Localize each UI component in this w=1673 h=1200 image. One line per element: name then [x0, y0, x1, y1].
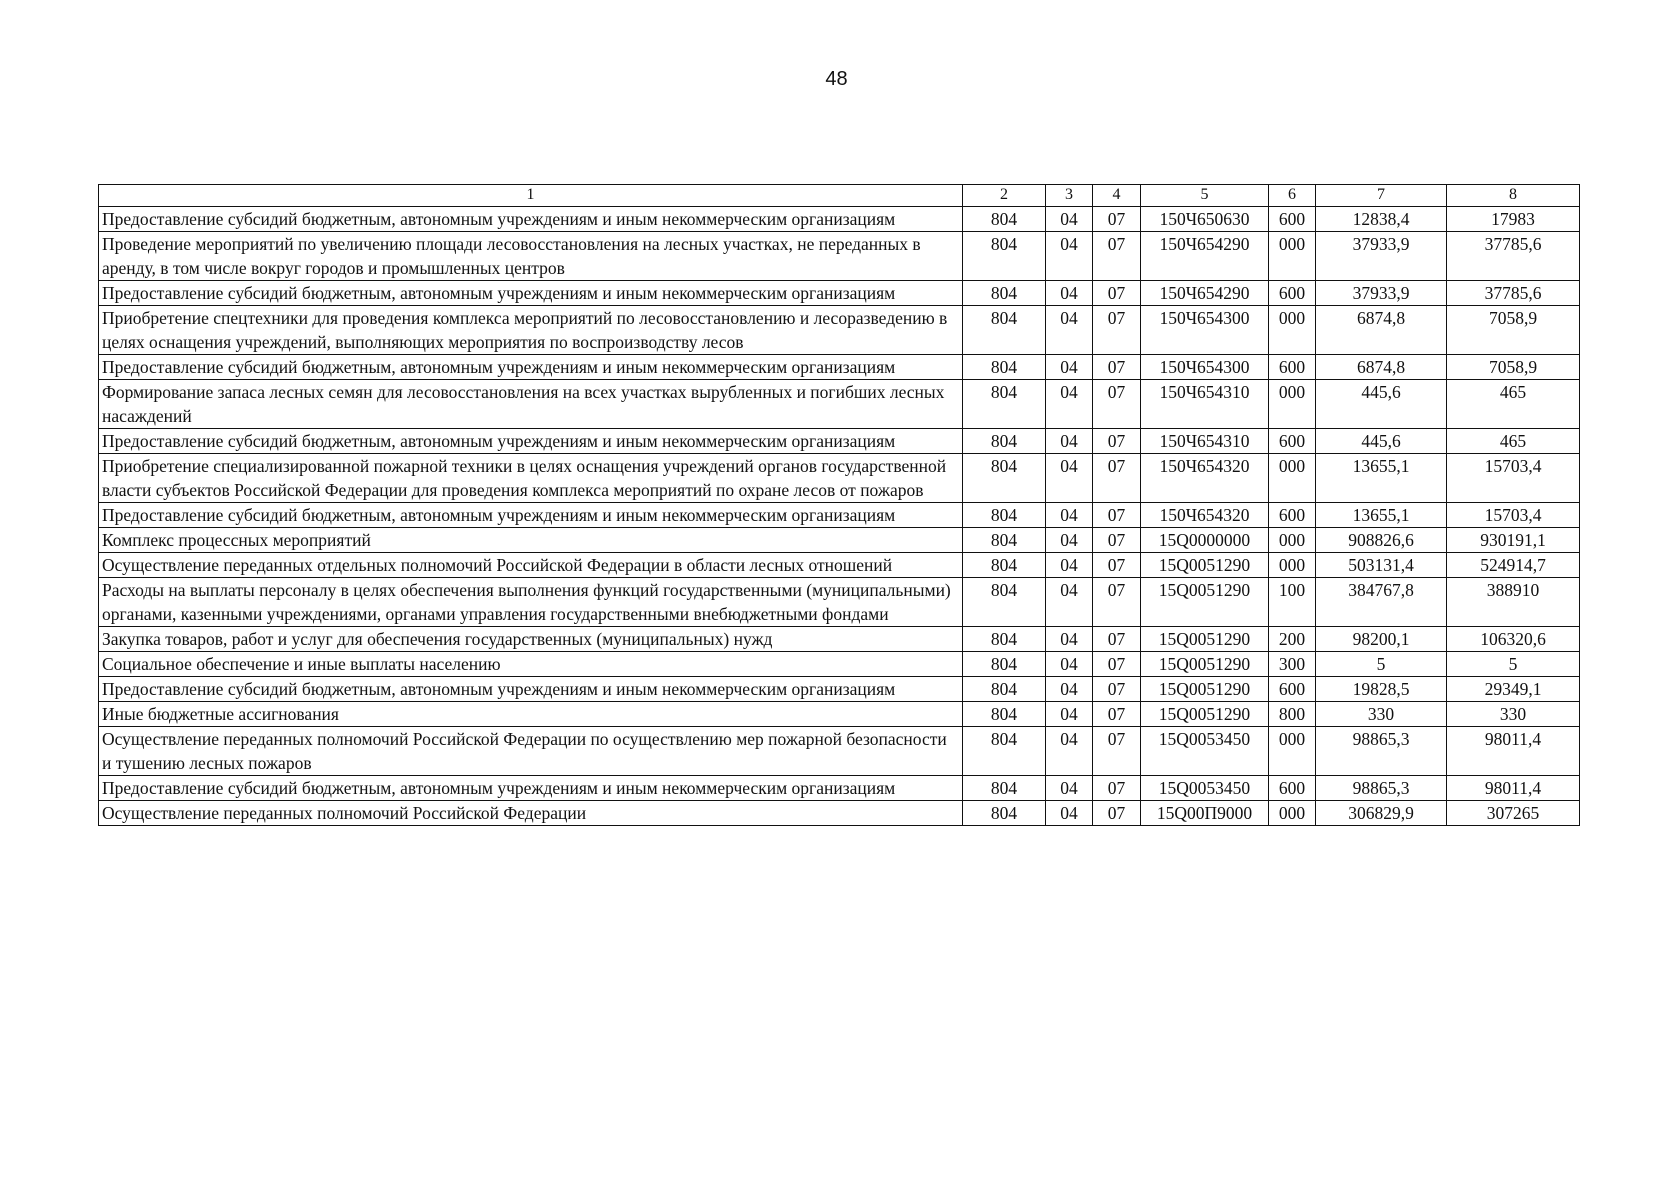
expense-type-cell: 600 [1269, 355, 1316, 380]
table-row [99, 553, 1580, 578]
amount-year-2-cell: 17983 [1447, 207, 1580, 232]
expense-type-cell: 600 [1269, 503, 1316, 528]
table-row [99, 801, 1580, 826]
section-code-cell: 04 [1046, 429, 1093, 454]
expense-name-cell: Расходы на выплаты персоналу в целях обеспечения выполнения функций государственными (муниципальными) органами, казенными учреждениями, органами управления государственными внебюджетными фондами [99, 578, 963, 627]
section-code-cell: 04 [1046, 652, 1093, 677]
expense-type-cell: 000 [1269, 380, 1316, 429]
expense-name-cell: Проведение мероприятий по увеличению площади лесовосстановления на лесных участках, не переданных в аренду, в том числе вокруг городов и промышленных центров [99, 232, 963, 281]
amount-year-2-cell: 15703,4 [1447, 454, 1580, 503]
amount-year-1-cell: 98865,3 [1316, 776, 1447, 801]
table-row [99, 281, 1580, 306]
amount-year-2-cell: 37785,6 [1447, 281, 1580, 306]
expense-type-cell: 000 [1269, 553, 1316, 578]
table-row [99, 627, 1580, 652]
target-article-cell: 15Q0051290 [1141, 553, 1269, 578]
amount-year-1-cell: 6874,8 [1316, 306, 1447, 355]
column-number-6: 6 [1269, 185, 1316, 207]
subsection-code-cell: 07 [1093, 380, 1141, 429]
expense-type-cell: 600 [1269, 207, 1316, 232]
section-code-cell: 04 [1046, 627, 1093, 652]
expense-type-cell: 600 [1269, 429, 1316, 454]
expense-name-cell: Осуществление переданных полномочий Российской Федерации [99, 801, 963, 826]
expense-name-cell: Предоставление субсидий бюджетным, автономным учреждениям и иным некоммерческим организациям [99, 677, 963, 702]
ministry-code-cell: 804 [963, 528, 1046, 553]
ministry-code-cell: 804 [963, 380, 1046, 429]
table-row [99, 578, 1580, 627]
section-code-cell: 04 [1046, 454, 1093, 503]
column-number-2: 2 [963, 185, 1046, 207]
target-article-cell: 15Q0051290 [1141, 627, 1269, 652]
target-article-cell: 150Ч654320 [1141, 503, 1269, 528]
table-row [99, 355, 1580, 380]
expense-type-cell: 000 [1269, 801, 1316, 826]
target-article-cell: 150Ч654290 [1141, 232, 1269, 281]
ministry-code-cell: 804 [963, 429, 1046, 454]
ministry-code-cell: 804 [963, 281, 1046, 306]
table-row [99, 652, 1580, 677]
amount-year-1-cell: 306829,9 [1316, 801, 1447, 826]
section-code-cell: 04 [1046, 727, 1093, 776]
table-row [99, 677, 1580, 702]
section-code-cell: 04 [1046, 528, 1093, 553]
amount-year-2-cell: 7058,9 [1447, 355, 1580, 380]
subsection-code-cell: 07 [1093, 355, 1141, 380]
subsection-code-cell: 07 [1093, 528, 1141, 553]
ministry-code-cell: 804 [963, 553, 1046, 578]
section-code-cell: 04 [1046, 801, 1093, 826]
expense-name-cell: Предоставление субсидий бюджетным, автономным учреждениям и иным некоммерческим организациям [99, 776, 963, 801]
amount-year-1-cell: 37933,9 [1316, 232, 1447, 281]
expense-type-cell: 300 [1269, 652, 1316, 677]
expense-name-cell: Предоставление субсидий бюджетным, автономным учреждениям и иным некоммерческим организациям [99, 281, 963, 306]
table-row [99, 454, 1580, 503]
expense-name-cell: Социальное обеспечение и иные выплаты населению [99, 652, 963, 677]
expense-type-cell: 600 [1269, 281, 1316, 306]
ministry-code-cell: 804 [963, 232, 1046, 281]
section-code-cell: 04 [1046, 553, 1093, 578]
amount-year-1-cell: 98200,1 [1316, 627, 1447, 652]
ministry-code-cell: 804 [963, 677, 1046, 702]
amount-year-1-cell: 13655,1 [1316, 503, 1447, 528]
target-article-cell: 15Q0051290 [1141, 652, 1269, 677]
expense-name-cell: Предоставление субсидий бюджетным, автономным учреждениям и иным некоммерческим организациям [99, 355, 963, 380]
subsection-code-cell: 07 [1093, 776, 1141, 801]
expense-name-cell: Предоставление субсидий бюджетным, автономным учреждениям и иным некоммерческим организациям [99, 207, 963, 232]
expense-name-cell: Осуществление переданных полномочий Российской Федерации по осуществлению мер пожарной безопасности и тушению лесных пожаров [99, 727, 963, 776]
ministry-code-cell: 804 [963, 727, 1046, 776]
target-article-cell: 150Ч654300 [1141, 306, 1269, 355]
target-article-cell: 15Q0051290 [1141, 578, 1269, 627]
amount-year-2-cell: 15703,4 [1447, 503, 1580, 528]
amount-year-2-cell: 465 [1447, 380, 1580, 429]
amount-year-1-cell: 37933,9 [1316, 281, 1447, 306]
target-article-cell: 15Q0051290 [1141, 702, 1269, 727]
subsection-code-cell: 07 [1093, 801, 1141, 826]
ministry-code-cell: 804 [963, 652, 1046, 677]
ministry-code-cell: 804 [963, 627, 1046, 652]
budget-table [98, 184, 1580, 826]
column-number-header-row [99, 185, 1580, 207]
ministry-code-cell: 804 [963, 801, 1046, 826]
target-article-cell: 15Q0053450 [1141, 776, 1269, 801]
table-row [99, 429, 1580, 454]
expense-type-cell: 000 [1269, 306, 1316, 355]
subsection-code-cell: 07 [1093, 281, 1141, 306]
expense-name-cell: Закупка товаров, работ и услуг для обеспечения государственных (муниципальных) нужд [99, 627, 963, 652]
expense-type-cell: 600 [1269, 776, 1316, 801]
section-code-cell: 04 [1046, 232, 1093, 281]
expense-name-cell: Комплекс процессных мероприятий [99, 528, 963, 553]
target-article-cell: 150Ч650630 [1141, 207, 1269, 232]
amount-year-1-cell: 384767,8 [1316, 578, 1447, 627]
column-number-7: 7 [1316, 185, 1447, 207]
ministry-code-cell: 804 [963, 578, 1046, 627]
expense-name-cell: Осуществление переданных отдельных полномочий Российской Федерации в области лесных отношений [99, 553, 963, 578]
subsection-code-cell: 07 [1093, 677, 1141, 702]
subsection-code-cell: 07 [1093, 627, 1141, 652]
table-row [99, 232, 1580, 281]
amount-year-2-cell: 98011,4 [1447, 727, 1580, 776]
amount-year-1-cell: 19828,5 [1316, 677, 1447, 702]
amount-year-1-cell: 330 [1316, 702, 1447, 727]
subsection-code-cell: 07 [1093, 727, 1141, 776]
amount-year-2-cell: 330 [1447, 702, 1580, 727]
expense-type-cell: 000 [1269, 727, 1316, 776]
amount-year-2-cell: 106320,6 [1447, 627, 1580, 652]
subsection-code-cell: 07 [1093, 553, 1141, 578]
section-code-cell: 04 [1046, 578, 1093, 627]
column-number-1: 1 [99, 185, 963, 207]
target-article-cell: 150Ч654310 [1141, 380, 1269, 429]
column-number-5: 5 [1141, 185, 1269, 207]
amount-year-1-cell: 5 [1316, 652, 1447, 677]
expense-type-cell: 200 [1269, 627, 1316, 652]
subsection-code-cell: 07 [1093, 306, 1141, 355]
ministry-code-cell: 804 [963, 702, 1046, 727]
expense-name-cell: Формирование запаса лесных семян для лесовосстановления на всех участках вырубленных и погибших лесных насаждений [99, 380, 963, 429]
amount-year-1-cell: 445,6 [1316, 380, 1447, 429]
table-row [99, 702, 1580, 727]
expense-name-cell: Иные бюджетные ассигнования [99, 702, 963, 727]
table-row [99, 727, 1580, 776]
table-row [99, 776, 1580, 801]
amount-year-1-cell: 13655,1 [1316, 454, 1447, 503]
ministry-code-cell: 804 [963, 503, 1046, 528]
amount-year-2-cell: 307265 [1447, 801, 1580, 826]
amount-year-2-cell: 5 [1447, 652, 1580, 677]
table-row [99, 306, 1580, 355]
amount-year-1-cell: 503131,4 [1316, 553, 1447, 578]
target-article-cell: 150Ч654320 [1141, 454, 1269, 503]
expense-name-cell: Предоставление субсидий бюджетным, автономным учреждениям и иным некоммерческим организациям [99, 429, 963, 454]
amount-year-1-cell: 445,6 [1316, 429, 1447, 454]
target-article-cell: 15Q0051290 [1141, 677, 1269, 702]
table-row [99, 503, 1580, 528]
subsection-code-cell: 07 [1093, 232, 1141, 281]
subsection-code-cell: 07 [1093, 652, 1141, 677]
expense-type-cell: 000 [1269, 528, 1316, 553]
expense-type-cell: 600 [1269, 677, 1316, 702]
subsection-code-cell: 07 [1093, 503, 1141, 528]
ministry-code-cell: 804 [963, 355, 1046, 380]
amount-year-1-cell: 12838,4 [1316, 207, 1447, 232]
amount-year-2-cell: 388910 [1447, 578, 1580, 627]
table-row [99, 528, 1580, 553]
expense-type-cell: 000 [1269, 454, 1316, 503]
target-article-cell: 15Q0053450 [1141, 727, 1269, 776]
subsection-code-cell: 07 [1093, 578, 1141, 627]
target-article-cell: 150Ч654300 [1141, 355, 1269, 380]
amount-year-2-cell: 7058,9 [1447, 306, 1580, 355]
table-row [99, 207, 1580, 232]
section-code-cell: 04 [1046, 503, 1093, 528]
section-code-cell: 04 [1046, 207, 1093, 232]
subsection-code-cell: 07 [1093, 429, 1141, 454]
amount-year-1-cell: 98865,3 [1316, 727, 1447, 776]
amount-year-1-cell: 6874,8 [1316, 355, 1447, 380]
section-code-cell: 04 [1046, 306, 1093, 355]
ministry-code-cell: 804 [963, 306, 1046, 355]
amount-year-2-cell: 524914,7 [1447, 553, 1580, 578]
section-code-cell: 04 [1046, 702, 1093, 727]
subsection-code-cell: 07 [1093, 702, 1141, 727]
ministry-code-cell: 804 [963, 207, 1046, 232]
subsection-code-cell: 07 [1093, 207, 1141, 232]
section-code-cell: 04 [1046, 677, 1093, 702]
expense-type-cell: 100 [1269, 578, 1316, 627]
section-code-cell: 04 [1046, 776, 1093, 801]
amount-year-2-cell: 930191,1 [1447, 528, 1580, 553]
expense-name-cell: Предоставление субсидий бюджетным, автономным учреждениям и иным некоммерческим организациям [99, 503, 963, 528]
amount-year-2-cell: 29349,1 [1447, 677, 1580, 702]
table-row [99, 380, 1580, 429]
subsection-code-cell: 07 [1093, 454, 1141, 503]
amount-year-1-cell: 908826,6 [1316, 528, 1447, 553]
expense-type-cell: 800 [1269, 702, 1316, 727]
column-number-4: 4 [1093, 185, 1141, 207]
amount-year-2-cell: 465 [1447, 429, 1580, 454]
section-code-cell: 04 [1046, 380, 1093, 429]
section-code-cell: 04 [1046, 281, 1093, 306]
expense-name-cell: Приобретение спецтехники для проведения комплекса мероприятий по лесовосстановлению и лесоразведению в целях оснащения учреждений, выполняющих мероприятия по воспроизводству лесов [99, 306, 963, 355]
section-code-cell: 04 [1046, 355, 1093, 380]
target-article-cell: 15Q00П9000 [1141, 801, 1269, 826]
column-number-3: 3 [1046, 185, 1093, 207]
ministry-code-cell: 804 [963, 454, 1046, 503]
amount-year-2-cell: 37785,6 [1447, 232, 1580, 281]
target-article-cell: 150Ч654310 [1141, 429, 1269, 454]
column-number-8: 8 [1447, 185, 1580, 207]
expense-type-cell: 000 [1269, 232, 1316, 281]
ministry-code-cell: 804 [963, 776, 1046, 801]
target-article-cell: 15Q0000000 [1141, 528, 1269, 553]
amount-year-2-cell: 98011,4 [1447, 776, 1580, 801]
page-number: 48 [825, 68, 848, 90]
expense-name-cell: Приобретение специализированной пожарной техники в целях оснащения учреждений органов государственной власти субъектов Российской Федерации для проведения комплекса мероприятий по охране лесов от пожаров [99, 454, 963, 503]
target-article-cell: 150Ч654290 [1141, 281, 1269, 306]
